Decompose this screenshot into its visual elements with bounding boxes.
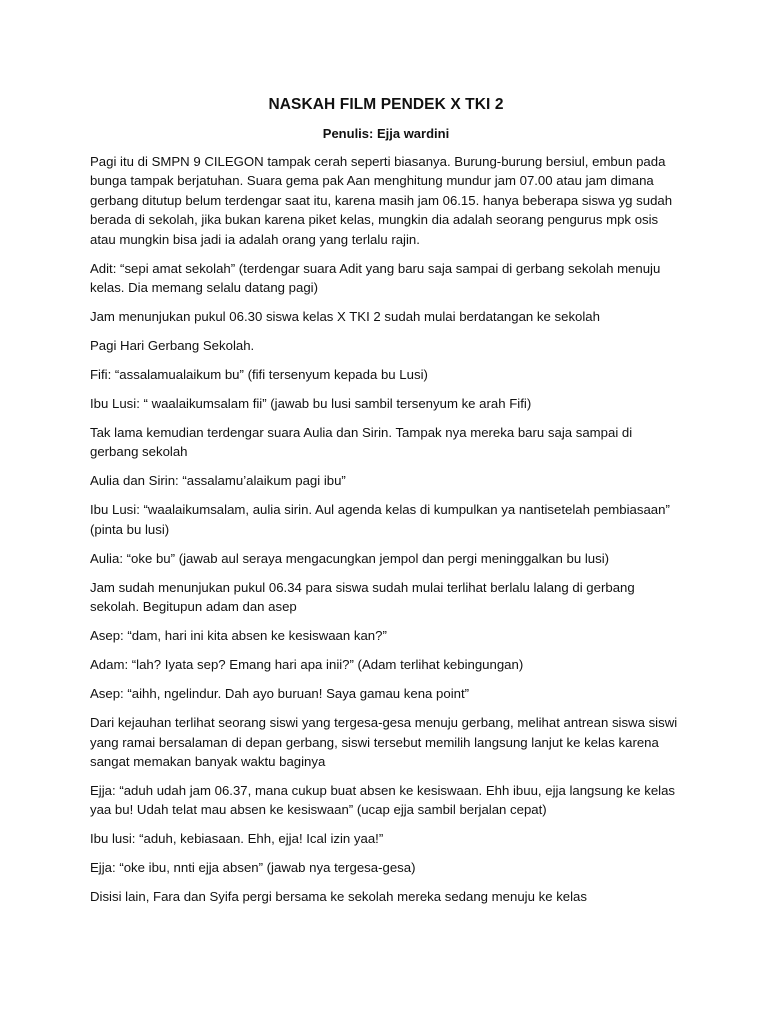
paragraph: Ibu Lusi: “waalaikumsalam, aulia sirin. Aul agenda kelas di kumpulkan ya nantisetelah pembiasaan” (pinta bu lusi): [90, 502, 670, 537]
paragraph: Ibu lusi: “aduh, kebiasaan. Ehh, ejja! Ical izin yaa!”: [90, 831, 384, 847]
paragraph: Ibu Lusi: “ waalaikumsalam fii” (jawab bu lusi sambil tersenyum ke arah Fifi): [90, 396, 532, 412]
paragraph: Jam menunjukan pukul 06.30 siswa kelas X TKI 2 sudah mulai berdatangan ke sekolah: [90, 309, 600, 325]
paragraph: Pagi itu di SMPN 9 CILEGON tampak cerah seperti biasanya. Burung-burung bersiul, embun pada bunga tampak berjatuhan. Suara gema pak Aan menghitung mundur jam 07.00 atau jam dimana gerbang ditutup belum terdengar saat itu, karena masih jam 06.15. hanya beberapa siswa yg sudah berada di sekolah, jika bukan karena piket kelas, mungkin dia adalah seorang pengurus mpk osis atau mungkin bisa jadi ia adalah orang yang terlalu rajin.: [90, 154, 673, 247]
paragraph: Asep: “dam, hari ini kita absen ke kesiswaan kan?”: [90, 628, 387, 644]
document-author: Penulis: Ejja wardini: [322, 126, 450, 141]
paragraph: Aulia dan Sirin: “assalamu’alaikum pagi ibu”: [90, 473, 346, 489]
paragraph: Adam: “lah? Iyata sep? Emang hari apa inii?” (Adam terlihat kebingungan): [90, 657, 524, 673]
paragraph: Adit: “sepi amat sekolah” (terdengar suara Adit yang baru saja sampai di gerbang sekolah menuju kelas. Dia memang selalu datang pagi): [90, 260, 661, 296]
paragraph: Fifi: “assalamualaikum bu” (fifi tersenyum kepada bu Lusi): [90, 367, 428, 383]
paragraph: Asep: “aihh, ngelindur. Dah ayo buruan! Saya gamau kena point”: [90, 686, 470, 702]
paragraph: Aulia: “oke bu” (jawab aul seraya mengacungkan jempol dan pergi meninggalkan bu lusi): [90, 550, 610, 566]
paragraph: Ejja: “aduh udah jam 06.37, mana cukup buat absen ke kesiswaan. Ehh ibuu, ejja langsung ke kelas yaa bu! Udah telat mau absen ke kesiswaan” (ucap ejja sambil berjalan cepat): [90, 783, 676, 818]
document-title: NASKAH FILM PENDEK X TKI 2: [268, 96, 504, 113]
paragraph: Dari kejauhan terlihat seorang siswi yang tergesa-gesa menuju gerbang, melihat antrean siswa siswi yang ramai bersalaman di depan gerbang, siswi tersebut memilih langsung lanjut ke kelas karena sangat memakan banyak waktu baginya: [90, 715, 678, 770]
paragraph: Ejja: “oke ibu, nnti ejja absen” (jawab nya tergesa-gesa): [90, 860, 416, 876]
paragraph: Disisi lain, Fara dan Syifa pergi bersama ke sekolah mereka sedang menuju ke kelas: [90, 889, 587, 905]
paragraph: Jam sudah menunjukan pukul 06.34 para siswa sudah mulai terlihat berlalu lalang di gerbang sekolah. Begitupun adam dan asep: [90, 579, 635, 615]
paragraph: Tak lama kemudian terdengar suara Aulia dan Sirin. Tampak nya mereka baru saja sampai di gerbang sekolah: [90, 425, 633, 460]
paragraph: Pagi Hari Gerbang Sekolah.: [90, 338, 255, 354]
